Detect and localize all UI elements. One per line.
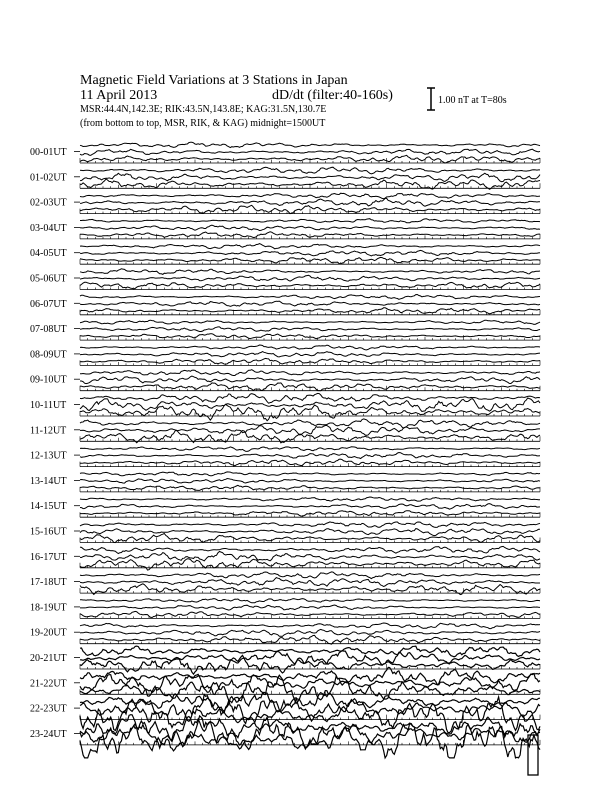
trace-MSR (80, 345, 540, 350)
trace-RIK (80, 301, 540, 306)
trace-RIK (80, 453, 540, 459)
scale-bar-label: 1.00 nT at T=80s (438, 95, 507, 106)
trace-MSR (80, 193, 540, 199)
scale-bar (427, 88, 507, 110)
hour-row-08-09UT (30, 345, 540, 365)
hour-row-01-02UT (30, 167, 540, 189)
hour-label: 06-07UT (30, 298, 67, 310)
hour-row-07-08UT (30, 320, 540, 340)
station-coordinates: MSR:44.4N,142.3E; RIK:43.5N,143.8E; KAG:31.5N,130.7E (80, 104, 327, 115)
hour-label: 19-20UT (30, 627, 67, 639)
hour-row-18-19UT (30, 599, 540, 619)
chart-component: dD/dt (filter:40-160s) (272, 88, 393, 103)
hour-label: 12-13UT (30, 450, 67, 462)
trace-RIK (80, 552, 540, 561)
hour-label: 04-05UT (30, 248, 67, 260)
trace-RIK (80, 376, 540, 384)
hour-row-10-11UT (30, 393, 540, 420)
trace-MSR (80, 472, 540, 476)
trace-MSR (80, 142, 540, 147)
trace-MSR (80, 295, 540, 300)
trace-RIK (80, 352, 540, 357)
trace-MSR (80, 447, 540, 452)
trace-MSR (80, 522, 540, 528)
hour-label: 03-04UT (30, 222, 67, 234)
hour-label: 18-19UT (30, 602, 67, 614)
hour-row-04-05UT (30, 244, 540, 265)
hour-row-20-21UT (30, 646, 540, 674)
trace-RIK (80, 250, 540, 256)
hour-label: 17-18UT (30, 577, 67, 589)
trace-order-note: (from bottom to top, MSR, RIK, & KAG) midnight=1500UT (80, 118, 326, 129)
hour-row-12-13UT (30, 447, 540, 467)
hour-label: 16-17UT (30, 551, 67, 563)
trace-MSR (80, 370, 540, 376)
trace-RIK (80, 149, 540, 155)
trace-RIK (80, 629, 540, 636)
trace-RIK (80, 327, 540, 332)
hour-label: 22-23UT (30, 703, 67, 715)
trace-RIK (80, 198, 540, 206)
trace-MSR (80, 667, 540, 684)
trace-MSR (80, 497, 540, 501)
trace-MSR (80, 646, 540, 657)
hour-row-19-20UT (30, 623, 540, 644)
hour-row-22-23UT (30, 692, 540, 732)
trace-MSR (80, 623, 540, 629)
trace-MSR (80, 419, 540, 428)
trace-MSR (80, 269, 540, 275)
hour-label: 00-01UT (30, 147, 67, 158)
hour-row-13-14UT (30, 472, 540, 492)
hour-label: 11-12UT (30, 425, 67, 437)
trace-MSR (80, 167, 540, 174)
hour-label: 14-15UT (30, 501, 67, 513)
trace-RIK (80, 529, 540, 536)
trace-MSR (80, 219, 540, 223)
trace-MSR (80, 572, 540, 579)
trace-RIK (80, 578, 540, 587)
hour-label: 10-11UT (30, 400, 67, 411)
hour-label: 01-02UT (30, 172, 67, 184)
chart-title: Magnetic Field Variations at 3 Stations in Japan (80, 73, 348, 88)
hour-label: 09-10UT (30, 374, 67, 386)
trace-MSR (80, 393, 540, 403)
hour-row-17-18UT (30, 572, 540, 595)
trace-RIK (80, 225, 540, 230)
trace-RIK (80, 605, 540, 610)
hour-label: 23-24UT (30, 728, 67, 740)
hour-row-11-12UT (30, 419, 540, 443)
trace-MSR (80, 320, 540, 324)
trace-MSR (80, 244, 540, 249)
hour-row-15-16UT (30, 522, 540, 543)
trace-RIK (80, 504, 540, 510)
trace-MSR (80, 599, 540, 603)
hour-label: 08-09UT (30, 349, 67, 361)
hour-row-23-24UT (30, 715, 540, 758)
hour-label: 21-22UT (30, 678, 67, 690)
hour-row-03-04UT (30, 219, 540, 239)
trace-RIK (80, 275, 540, 281)
hour-row-00-01UT (30, 142, 540, 163)
hour-label: 05-06UT (30, 273, 67, 285)
hour-row-09-10UT (30, 370, 540, 391)
hour-label: 20-21UT (30, 653, 67, 664)
hour-row-02-03UT (30, 193, 540, 214)
chart-date: 11 April 2013 (80, 88, 158, 103)
hour-row-14-15UT (30, 497, 540, 517)
hour-label: 02-03UT (30, 197, 67, 209)
hour-rows (30, 142, 540, 758)
hour-row-21-22UT (30, 667, 540, 703)
hour-row-06-07UT (30, 295, 540, 315)
hour-row-05-06UT (30, 269, 540, 290)
trace-RIK (80, 479, 540, 484)
hour-label: 07-08UT (30, 324, 67, 336)
hour-label: 13-14UT (30, 475, 67, 487)
trace-MSR (80, 546, 540, 553)
hour-label: 15-16UT (30, 526, 67, 538)
hour-row-16-17UT (30, 546, 540, 570)
